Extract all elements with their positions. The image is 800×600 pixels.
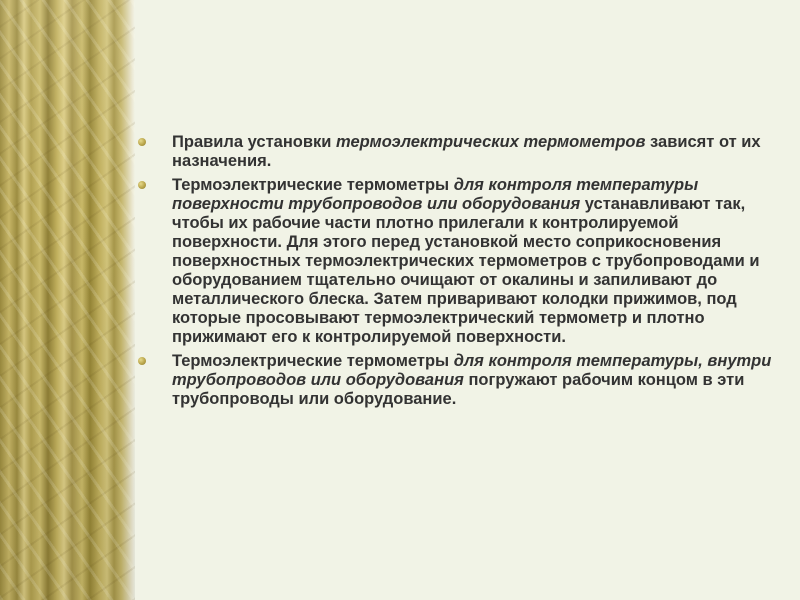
text-segment: Термоэлектрические термометры xyxy=(172,176,454,194)
bullet-item xyxy=(138,176,778,347)
text-segment: погружают рабочим концом в эти трубопроводы или оборудование. xyxy=(172,371,745,408)
italic-text-segment: для контроля температуры, внутри трубопроводов или оборудования xyxy=(172,352,772,389)
text-segment: зависят от их назначения. xyxy=(172,133,761,170)
decorative-strip-shading xyxy=(0,0,135,600)
italic-text-segment: для контроля температуры поверхности трубопроводов или оборудования xyxy=(172,176,699,213)
italic-text-segment: термоэлектрических термометров xyxy=(336,133,646,151)
bullet-item xyxy=(138,133,778,171)
bullet-text xyxy=(172,133,761,170)
text-segment: Термоэлектрические термометры xyxy=(172,352,454,370)
slide-body xyxy=(138,133,778,414)
bullet-item xyxy=(138,352,778,409)
bullet-list xyxy=(138,133,778,409)
bullet-text xyxy=(172,352,771,408)
bullet-text xyxy=(172,176,760,346)
bullet-icon xyxy=(138,181,146,189)
bullet-icon xyxy=(138,138,146,146)
text-segment: Правила установки xyxy=(172,133,337,151)
bullet-icon xyxy=(138,357,146,365)
text-segment: устанавливают так, чтобы их рабочие части плотно прилегали к контролируемой поверхности. Для этого перед установкой место соприкосновения поверхностных термоэлектрических термометров с трубопроводами и оборудованием тщательно очищают от окалины и запиливают до металлического блеска. Затем приваривают колодки прижимов, под которые просовывают термоэлектрический термометр и плотно прижимают его к контролируемой поверхности. xyxy=(172,195,760,346)
